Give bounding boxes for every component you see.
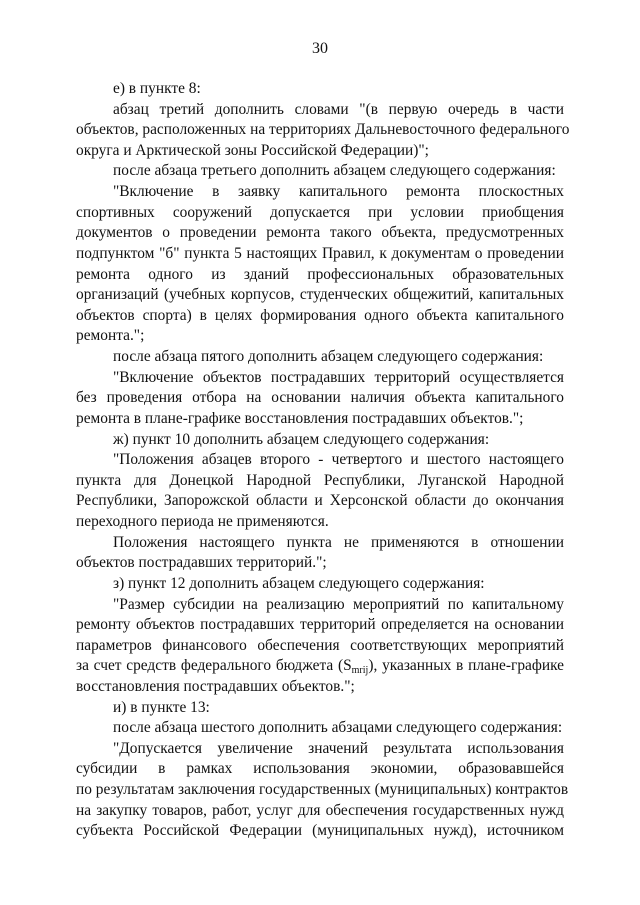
text-line: "Положения абзацев второго - четвертого и шестого настоящего bbox=[113, 451, 564, 469]
text-line: организаций (учебных корпусов, студенческих общежитий, капитальных bbox=[76, 286, 564, 304]
text-line: ремонту объектов пострадавших территорий определяется на основании bbox=[76, 616, 564, 634]
text-line: субъекта Российской Федерации (муниципальных нужд), источником bbox=[76, 822, 564, 840]
text-line: после абзаца третьего дополнить абзацем следующего содержания: bbox=[113, 162, 556, 180]
text-line: "Включение в заявку капитального ремонта плоскостных bbox=[113, 183, 564, 201]
text-line: и) в пункте 13: bbox=[113, 698, 210, 716]
text-line: документов о проведении ремонта такого объекта, предусмотренных bbox=[76, 224, 564, 242]
text-line: пункта для Донецкой Народной Республики, Луганской Народной bbox=[76, 471, 564, 489]
text-line: е) в пункте 8: bbox=[113, 80, 201, 97]
text-line: объектов, расположенных на территориях Дальневосточного федерального bbox=[76, 121, 570, 139]
text-line: Республики, Запорожской области и Херсонской области до окончания bbox=[76, 492, 564, 510]
text-line: з) пункт 12 дополнить абзацем следующего содержания: bbox=[113, 574, 485, 592]
text-line: после абзаца пятого дополнить абзацем следующего содержания: bbox=[113, 348, 544, 366]
text-line: объектов спорта) в целях формирования одного объекта капитального bbox=[76, 306, 564, 324]
text-line: "Включение объектов пострадавших территорий осуществляется bbox=[113, 368, 564, 386]
text-line: ремонта."; bbox=[76, 327, 145, 345]
text-line: субсидии в рамках использования экономии, образовавшейся bbox=[76, 760, 564, 778]
text-line: без проведения отбора на основании наличия объекта капитального bbox=[76, 389, 564, 407]
text-line: объектов пострадавших территорий."; bbox=[76, 554, 327, 572]
text-line bbox=[76, 656, 564, 676]
text-line: абзац третий дополнить словами "(в первую очередь в части bbox=[113, 100, 564, 118]
text-line: спортивных сооружений допускается при условии приобщения bbox=[76, 203, 564, 221]
text-line: ж) пункт 10 дополнить абзацем следующего содержания: bbox=[113, 430, 490, 448]
text-line: "Размер субсидии на реализацию мероприятий по капитальному bbox=[113, 595, 564, 613]
text-line: параметров финансового обеспечения соответствующих мероприятий bbox=[76, 636, 564, 654]
text-line: по результатам заключения государственных (муниципальных) контрактов bbox=[76, 781, 569, 799]
text-line: "Допускается увеличение значений результата использования bbox=[113, 739, 564, 757]
text-line: подпунктом "б" пункта 5 настоящих Правил, к документам о проведении bbox=[76, 244, 564, 262]
text-line: Положения настоящего пункта не применяются в отношении bbox=[113, 533, 564, 551]
text-line: ремонта одного из зданий профессиональных образовательных bbox=[76, 265, 564, 283]
text-line: после абзаца шестого дополнить абзацами следующего содержания: bbox=[113, 719, 563, 737]
subscript: mrij bbox=[351, 665, 369, 677]
page-number: 30 bbox=[312, 40, 328, 57]
text-line: переходного периода не применяются. bbox=[76, 513, 329, 531]
text-segment: ), указанных в плане-графике bbox=[368, 657, 564, 675]
text-line: на закупку товаров, работ, услуг для обеспечения государственных нужд bbox=[76, 801, 564, 819]
text-segment: за счет средств федерального бюджета (S bbox=[76, 657, 352, 675]
text-line: округа и Арктической зоны Российской Федерации)"; bbox=[76, 141, 429, 159]
text-line: ремонта в плане-графике восстановления пострадавших объектов."; bbox=[76, 409, 524, 427]
text-line: восстановления пострадавших объектов."; bbox=[76, 677, 355, 695]
